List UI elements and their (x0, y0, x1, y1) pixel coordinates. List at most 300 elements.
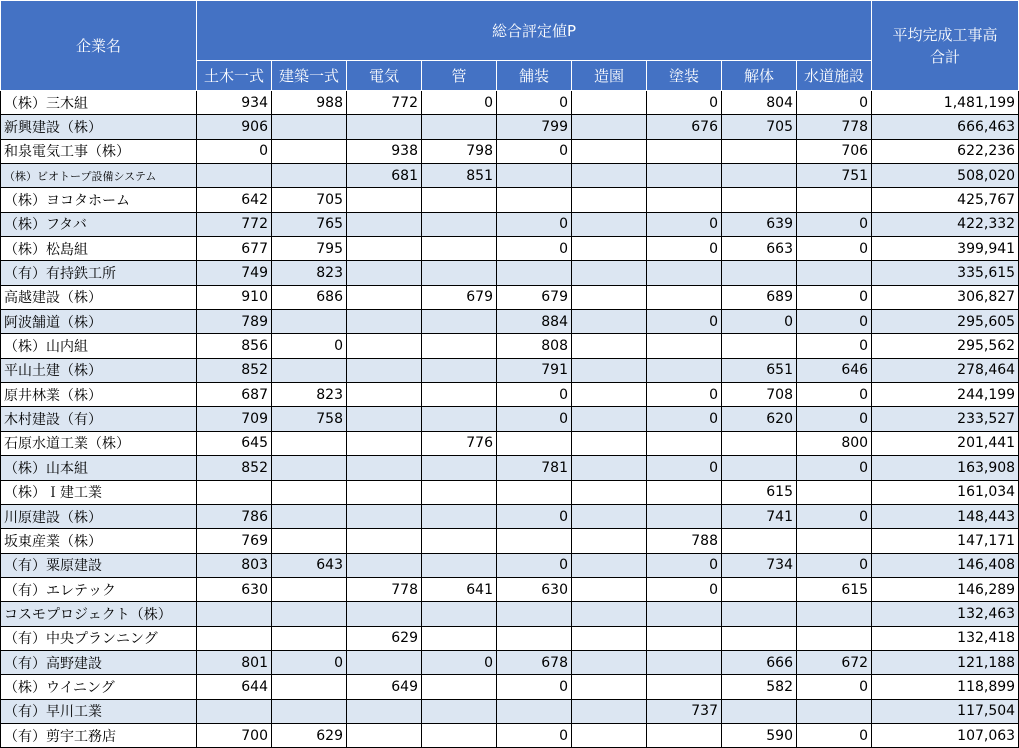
score-cell (347, 358, 422, 382)
company-name-cell: （株）ヨコタホーム (1, 188, 197, 212)
score-cell (347, 237, 422, 261)
total-cell: 622,236 (872, 139, 1019, 163)
category-header: 電気 (347, 61, 422, 91)
score-cell (422, 212, 497, 236)
score-cell: 800 (797, 431, 872, 455)
score-cell (422, 675, 497, 699)
table-row (1, 675, 1019, 699)
score-cell (422, 553, 497, 577)
score-cell: 801 (197, 650, 272, 674)
score-cell (197, 699, 272, 723)
score-cell (572, 456, 647, 480)
company-name-cell: （株）松島組 (1, 237, 197, 261)
score-cell (422, 115, 497, 139)
score-cell: 758 (272, 407, 347, 431)
score-cell (347, 504, 422, 528)
score-cell (422, 456, 497, 480)
score-cell: 737 (647, 699, 722, 723)
score-cell (572, 261, 647, 285)
score-cell (347, 553, 422, 577)
score-cell: 677 (197, 237, 272, 261)
score-cell (422, 407, 497, 431)
company-name-cell: （有）中央プランニング (1, 626, 197, 650)
category-header: 建築一式 (272, 61, 347, 91)
score-cell (347, 456, 422, 480)
score-cell (422, 334, 497, 358)
table-row (1, 91, 1019, 115)
score-cell: 0 (497, 723, 572, 747)
score-cell (497, 261, 572, 285)
total-cell: 233,527 (872, 407, 1019, 431)
score-cell (722, 456, 797, 480)
score-cell (572, 285, 647, 309)
table-row (1, 456, 1019, 480)
score-cell: 0 (647, 553, 722, 577)
score-cell: 642 (197, 188, 272, 212)
company-name-cell: （株）Ｉ建工業 (1, 480, 197, 504)
score-cell: 0 (797, 334, 872, 358)
score-cell: 0 (797, 456, 872, 480)
table-row (1, 383, 1019, 407)
score-cell (272, 115, 347, 139)
score-cell: 910 (197, 285, 272, 309)
score-cell: 620 (722, 407, 797, 431)
score-cell (422, 383, 497, 407)
score-cell: 769 (197, 529, 272, 553)
score-cell (347, 334, 422, 358)
table-row (1, 650, 1019, 674)
score-cell: 689 (722, 285, 797, 309)
score-cell (572, 164, 647, 188)
score-cell (422, 358, 497, 382)
total-cell: 306,827 (872, 285, 1019, 309)
score-cell: 0 (797, 675, 872, 699)
total-cell: 425,767 (872, 188, 1019, 212)
score-cell: 0 (497, 553, 572, 577)
total-cell: 278,464 (872, 358, 1019, 382)
score-cell: 772 (197, 212, 272, 236)
total-cell: 508,020 (872, 164, 1019, 188)
score-cell: 0 (797, 383, 872, 407)
score-cell: 804 (722, 91, 797, 115)
score-cell (572, 480, 647, 504)
score-cell: 0 (647, 237, 722, 261)
total-cell: 161,034 (872, 480, 1019, 504)
score-cell: 0 (797, 310, 872, 334)
table-header (1, 1, 1019, 91)
company-name-cell: 新興建設（株） (1, 115, 197, 139)
score-cell (572, 237, 647, 261)
total-cell: 147,171 (872, 529, 1019, 553)
score-cell (572, 91, 647, 115)
evaluation-group-header: 総合評定値P (197, 1, 872, 61)
score-cell (647, 723, 722, 747)
score-cell (572, 553, 647, 577)
score-cell: 823 (272, 261, 347, 285)
score-cell (572, 139, 647, 163)
score-cell: 0 (497, 383, 572, 407)
score-cell (197, 602, 272, 626)
score-cell (797, 480, 872, 504)
score-cell: 708 (722, 383, 797, 407)
table-row (1, 164, 1019, 188)
score-cell (572, 188, 647, 212)
score-cell (647, 480, 722, 504)
score-cell: 646 (797, 358, 872, 382)
score-cell: 0 (797, 723, 872, 747)
total-cell: 422,332 (872, 212, 1019, 236)
score-cell: 788 (647, 529, 722, 553)
score-cell: 649 (347, 675, 422, 699)
total-cell: 295,562 (872, 334, 1019, 358)
score-cell: 663 (722, 237, 797, 261)
score-cell (722, 602, 797, 626)
score-cell (647, 675, 722, 699)
score-cell (422, 310, 497, 334)
total-cell: 335,615 (872, 261, 1019, 285)
table-row (1, 699, 1019, 723)
company-name-cell: 木村建設（有） (1, 407, 197, 431)
company-name-cell: （有）エレテック (1, 577, 197, 601)
score-cell (347, 650, 422, 674)
category-header: 舗装 (497, 61, 572, 91)
score-cell: 0 (497, 675, 572, 699)
score-cell (347, 383, 422, 407)
total-cell: 1,481,199 (872, 91, 1019, 115)
table-row (1, 626, 1019, 650)
score-cell: 856 (197, 334, 272, 358)
score-cell (497, 480, 572, 504)
category-header: 造園 (572, 61, 647, 91)
score-cell (272, 480, 347, 504)
score-cell (272, 164, 347, 188)
score-cell: 0 (797, 285, 872, 309)
score-cell (272, 699, 347, 723)
score-cell: 0 (797, 553, 872, 577)
score-cell (497, 164, 572, 188)
score-cell (347, 480, 422, 504)
total-cell: 118,899 (872, 675, 1019, 699)
score-cell (197, 626, 272, 650)
score-cell (422, 261, 497, 285)
score-cell: 0 (647, 383, 722, 407)
score-cell (272, 456, 347, 480)
score-cell (347, 310, 422, 334)
company-name-header: 企業名 (1, 1, 197, 91)
score-cell (497, 699, 572, 723)
score-cell (272, 431, 347, 455)
score-cell: 0 (272, 334, 347, 358)
score-cell (422, 626, 497, 650)
score-cell: 700 (197, 723, 272, 747)
total-header (872, 1, 1019, 91)
score-cell (347, 285, 422, 309)
score-cell (722, 334, 797, 358)
score-cell: 0 (797, 237, 872, 261)
company-name-cell: 坂東産業（株） (1, 529, 197, 553)
table-row (1, 310, 1019, 334)
score-cell (347, 407, 422, 431)
score-cell: 799 (497, 115, 572, 139)
score-cell (497, 602, 572, 626)
score-cell: 0 (647, 212, 722, 236)
total-cell: 244,199 (872, 383, 1019, 407)
score-cell (572, 626, 647, 650)
score-cell (572, 602, 647, 626)
company-name-cell: 阿波舗道（株） (1, 310, 197, 334)
total-cell: 132,418 (872, 626, 1019, 650)
score-cell (647, 626, 722, 650)
table-row (1, 115, 1019, 139)
score-cell (422, 602, 497, 626)
score-cell: 705 (272, 188, 347, 212)
company-name-cell: （有）剪宇工務店 (1, 723, 197, 747)
score-cell (572, 577, 647, 601)
company-name-cell: 高越建設（株） (1, 285, 197, 309)
total-cell: 148,443 (872, 504, 1019, 528)
score-cell: 0 (497, 407, 572, 431)
score-cell (497, 188, 572, 212)
score-cell (422, 504, 497, 528)
score-cell (347, 529, 422, 553)
company-name-cell: 石原水道工業（株） (1, 431, 197, 455)
score-cell (572, 334, 647, 358)
total-cell: 146,289 (872, 577, 1019, 601)
score-cell: 778 (347, 577, 422, 601)
score-cell: 0 (647, 310, 722, 334)
score-cell: 676 (647, 115, 722, 139)
score-cell: 630 (497, 577, 572, 601)
company-name-cell: （株）ビオトープ設備システム (1, 164, 197, 188)
score-cell (347, 188, 422, 212)
score-cell: 0 (422, 91, 497, 115)
table-row (1, 723, 1019, 747)
score-cell (647, 188, 722, 212)
table-row (1, 212, 1019, 236)
table-row (1, 480, 1019, 504)
score-cell (797, 699, 872, 723)
score-cell: 852 (197, 456, 272, 480)
score-cell: 0 (722, 310, 797, 334)
score-cell (497, 626, 572, 650)
table-row (1, 358, 1019, 382)
score-cell: 679 (497, 285, 572, 309)
score-cell: 0 (497, 139, 572, 163)
score-cell: 0 (797, 91, 872, 115)
score-cell (197, 480, 272, 504)
score-cell (572, 529, 647, 553)
company-name-cell: 川原建設（株） (1, 504, 197, 528)
score-cell (647, 164, 722, 188)
score-cell (422, 723, 497, 747)
score-cell: 629 (272, 723, 347, 747)
score-cell: 741 (722, 504, 797, 528)
company-name-cell: （株）山内組 (1, 334, 197, 358)
score-cell: 795 (272, 237, 347, 261)
score-cell (647, 285, 722, 309)
score-cell: 0 (647, 407, 722, 431)
score-cell: 906 (197, 115, 272, 139)
total-cell: 295,605 (872, 310, 1019, 334)
score-cell (647, 334, 722, 358)
score-cell (572, 115, 647, 139)
score-cell: 651 (722, 358, 797, 382)
score-cell: 639 (722, 212, 797, 236)
score-cell: 0 (497, 212, 572, 236)
score-cell: 643 (272, 553, 347, 577)
score-cell (722, 261, 797, 285)
score-cell (722, 431, 797, 455)
table-row (1, 237, 1019, 261)
company-name-cell: （有）高野建設 (1, 650, 197, 674)
company-name-cell: （株）山本組 (1, 456, 197, 480)
total-cell: 132,463 (872, 602, 1019, 626)
score-cell (647, 139, 722, 163)
score-cell (572, 212, 647, 236)
score-cell: 705 (722, 115, 797, 139)
score-cell: 0 (497, 91, 572, 115)
score-cell: 629 (347, 626, 422, 650)
score-cell (347, 699, 422, 723)
score-cell: 884 (497, 310, 572, 334)
score-cell (722, 699, 797, 723)
score-cell (647, 602, 722, 626)
score-cell (572, 358, 647, 382)
score-cell (422, 480, 497, 504)
score-cell (572, 723, 647, 747)
score-cell (722, 577, 797, 601)
score-cell: 786 (197, 504, 272, 528)
score-cell (272, 139, 347, 163)
score-cell (722, 529, 797, 553)
score-cell: 0 (647, 91, 722, 115)
table-row (1, 407, 1019, 431)
score-cell: 582 (722, 675, 797, 699)
score-cell: 734 (722, 553, 797, 577)
company-name-cell: （有）有持鉄工所 (1, 261, 197, 285)
total-cell: 163,908 (872, 456, 1019, 480)
total-cell: 146,408 (872, 553, 1019, 577)
score-cell (722, 164, 797, 188)
score-cell (572, 310, 647, 334)
table-row (1, 577, 1019, 601)
score-cell (572, 431, 647, 455)
score-cell: 644 (197, 675, 272, 699)
category-header: 管 (422, 61, 497, 91)
score-cell: 590 (722, 723, 797, 747)
score-cell (572, 407, 647, 431)
score-cell (647, 650, 722, 674)
table-row (1, 139, 1019, 163)
score-cell: 765 (272, 212, 347, 236)
score-cell: 0 (797, 504, 872, 528)
company-name-cell: コスモプロジェクト（株） (1, 602, 197, 626)
score-cell: 938 (347, 139, 422, 163)
score-cell: 666 (722, 650, 797, 674)
score-cell (722, 139, 797, 163)
table-row (1, 334, 1019, 358)
score-cell: 672 (797, 650, 872, 674)
score-cell: 798 (422, 139, 497, 163)
score-cell (272, 310, 347, 334)
score-cell (347, 261, 422, 285)
score-cell (572, 675, 647, 699)
score-cell (647, 504, 722, 528)
score-cell (797, 261, 872, 285)
score-cell: 678 (497, 650, 572, 674)
score-cell: 0 (797, 212, 872, 236)
total-cell: 117,504 (872, 699, 1019, 723)
score-cell (272, 626, 347, 650)
category-header: 解体 (722, 61, 797, 91)
score-cell (572, 383, 647, 407)
score-cell (272, 529, 347, 553)
score-cell (797, 626, 872, 650)
score-cell: 934 (197, 91, 272, 115)
score-cell (572, 650, 647, 674)
score-cell: 641 (422, 577, 497, 601)
score-cell (347, 212, 422, 236)
score-cell (722, 626, 797, 650)
score-cell: 615 (797, 577, 872, 601)
score-cell: 776 (422, 431, 497, 455)
score-cell: 0 (497, 237, 572, 261)
total-header-line1: 平均完成工事高 (892, 25, 998, 44)
score-cell: 630 (197, 577, 272, 601)
score-cell (497, 529, 572, 553)
score-cell: 0 (197, 139, 272, 163)
company-name-cell: 原井林業（株） (1, 383, 197, 407)
score-cell (797, 529, 872, 553)
score-cell (647, 431, 722, 455)
company-name-cell: （株）フタバ (1, 212, 197, 236)
score-cell: 687 (197, 383, 272, 407)
score-cell: 772 (347, 91, 422, 115)
score-cell: 0 (422, 650, 497, 674)
score-cell: 789 (197, 310, 272, 334)
score-cell (272, 675, 347, 699)
score-cell: 852 (197, 358, 272, 382)
score-cell (272, 577, 347, 601)
total-cell: 201,441 (872, 431, 1019, 455)
company-name-cell: 和泉電気工事（株） (1, 139, 197, 163)
table-row (1, 602, 1019, 626)
score-cell: 679 (422, 285, 497, 309)
score-cell (272, 602, 347, 626)
score-cell: 781 (497, 456, 572, 480)
score-cell: 808 (497, 334, 572, 358)
category-header: 塗装 (647, 61, 722, 91)
score-cell (497, 431, 572, 455)
table-row (1, 529, 1019, 553)
company-name-cell: （株）三木組 (1, 91, 197, 115)
score-cell: 851 (422, 164, 497, 188)
score-cell (647, 261, 722, 285)
score-cell (347, 431, 422, 455)
score-cell (422, 529, 497, 553)
score-cell: 0 (797, 407, 872, 431)
score-cell (572, 699, 647, 723)
table-row (1, 285, 1019, 309)
score-cell: 0 (497, 504, 572, 528)
score-cell: 645 (197, 431, 272, 455)
table-row (1, 188, 1019, 212)
score-cell (347, 602, 422, 626)
total-header-line2: 合計 (930, 47, 961, 66)
score-cell: 709 (197, 407, 272, 431)
score-cell: 0 (647, 577, 722, 601)
score-cell: 778 (797, 115, 872, 139)
